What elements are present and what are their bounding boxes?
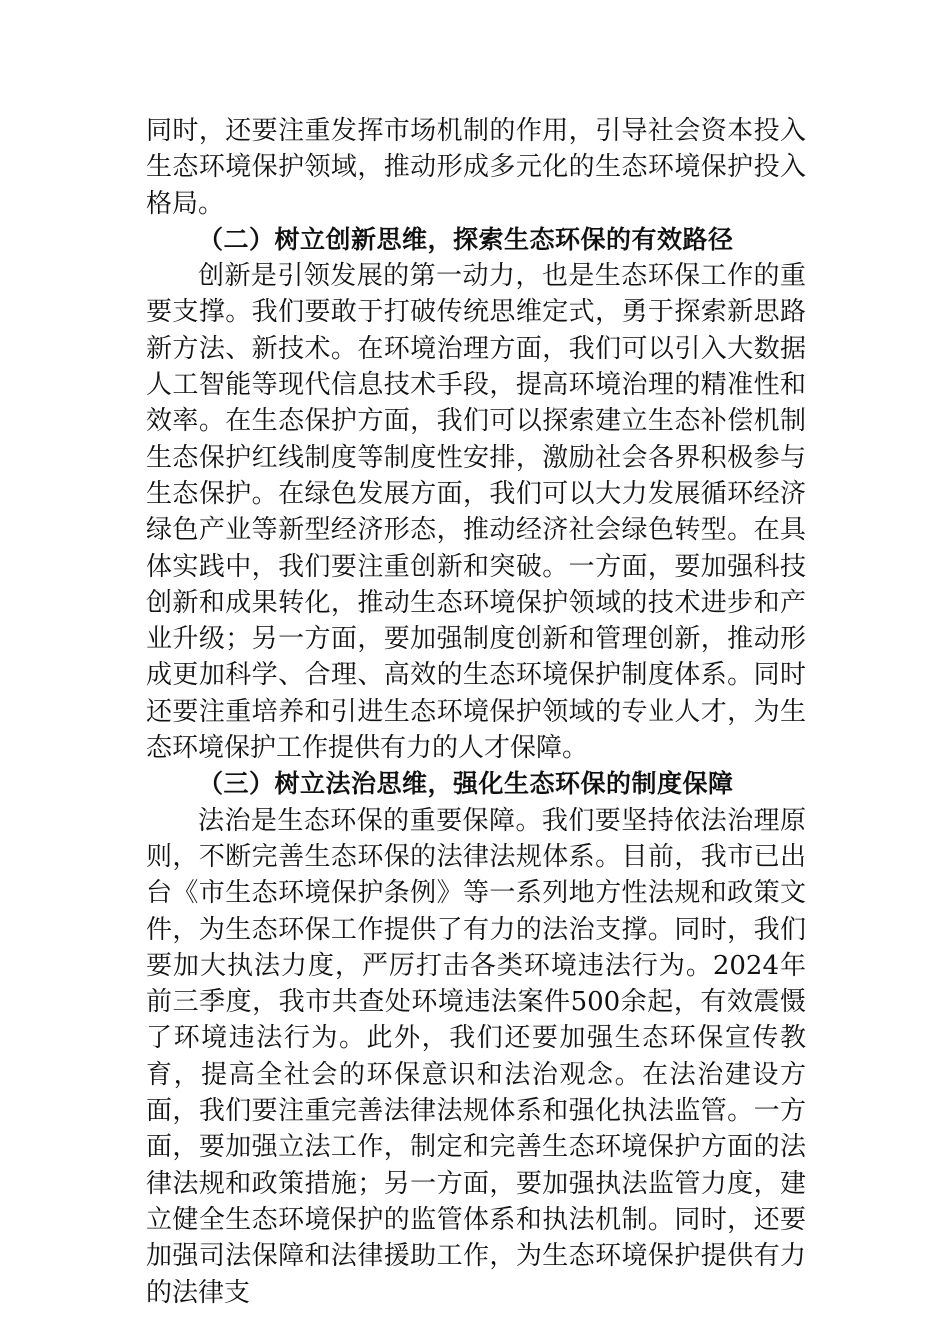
paragraph-continuation: 同时，还要注重发挥市场机制的作用，引导社会资本投入生态环境保护领域，推动形成多元化的生态环境保护投入格局。 [146, 116, 806, 219]
paragraph-rule-of-law: 法治是生态环保的重要保障。我们要坚持依法治理原则，不断完善生态环保的法律法规体系。目前，我市已出台《市生态环境保护条例》等一系列地方性法规和政策文件，为生态环保工作提供了有力的法治支撑。同时，我们要加大执法力度，严厉打击各类环境违法行为。2024年前三季度，我市共查处环境违法案件500余起，有效震慑了环境违法行为。此外，我们还要加强生态环保宣传教育，提高全社会的环保意识和法治观念。在法治建设方面，我们要注重完善法律法规体系和强化执法监管。一方面，要加强立法工作，制定和完善生态环境保护方面的法律法规和政策措施；另一方面，要加强执法监管力度，建立健全生态环境保护的监管体系和执法机制。同时，还要加强司法保障和法律援助工作，为生态环境保护提供有力的法律支 [146, 805, 806, 1308]
section-heading-innovation: （二）树立创新思维，探索生态环保的有效路径 [198, 224, 734, 254]
document-body [146, 113, 806, 1311]
section-heading-rule-of-law: （三）树立法治思维，强化生态环保的制度保障 [198, 769, 734, 799]
paragraph-innovation: 创新是引领发展的第一动力，也是生态环保工作的重要支撑。我们要敢于打破传统思维定式，勇于探索新思路新方法、新技术。在环境治理方面，我们可以引入大数据人工智能等现代信息技术手段，提高环境治理的精准性和效率。在生态保护方面，我们可以探索建立生态补偿机制生态保护红线制度等制度性安排，激励社会各界积极参与生态保护。在绿色发展方面，我们可以大力发展循环经济绿色产业等新型经济形态，推动经济社会绿色转型。在具体实践中，我们要注重创新和突破。一方面，要加强科技创新和成果转化，推动生态环境保护领域的技术进步和产业升级；另一方面，要加强制度创新和管理创新，推动形成更加科学、合理、高效的生态环境保护制度体系。同时还要注重培养和引进生态环境保护领域的专业人才，为生态环境保护工作提供有力的人才保障。 [146, 261, 806, 764]
